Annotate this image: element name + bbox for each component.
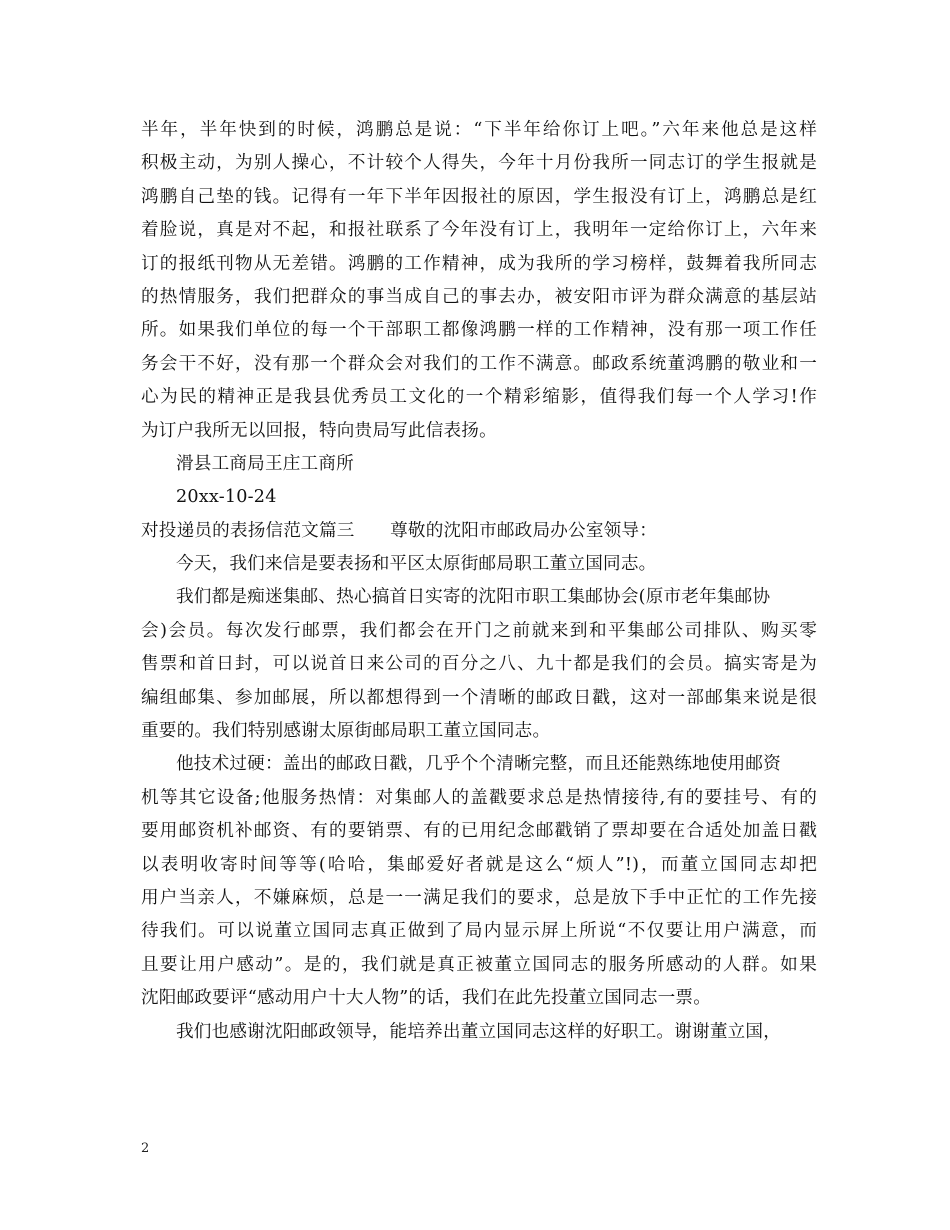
- text-line: 心为民的精神正是我县优秀员工文化的一个精彩缩影，值得我们每一个人学习!作: [141, 387, 817, 408]
- text-line: 编组邮集、参加邮展，所以都想得到一个清晰的邮政日戳，这对一部邮集来说是很: [141, 687, 817, 708]
- text-line: 的热情服务，我们把群众的事当成自己的事去办，被安阳市评为群众满意的基层站: [141, 286, 817, 307]
- text-line: 机等其它设备;他服务热情：对集邮人的盖戳要求总是热情接待,有的要挂号、有的: [141, 787, 817, 808]
- signature-date: 20xx-10-24: [176, 487, 277, 508]
- text-line: 所。如果我们单位的每一个干部职工都像鸿鹏一样的工作精神，没有那一项工作任: [141, 320, 817, 341]
- text-line: 重要的。我们特别感谢太原街邮局职工董立国同志。: [141, 721, 551, 742]
- text-line: 以表明收寄时间等等(哈哈，集邮爱好者就是这么“烦人”!)，而董立国同志却把: [141, 854, 817, 875]
- section-heading: 对投递员的表扬信范文篇三 尊敬的沈阳市邮政局办公室领导：: [141, 520, 658, 541]
- signature-organization: 滑县工商局王庄工商所: [176, 453, 354, 474]
- text-line: 订的报纸刊物从无差错。鸿鹏的工作精神，成为我所的学习榜样，鼓舞着我所同志: [141, 253, 817, 274]
- text-line: 会)会员。每次发行邮票，我们都会在开门之前就来到和平集邮公司排队、购买零: [141, 620, 817, 641]
- text-line: 积极主动，为别人操心，不计较个人得失，今年十月份我所一同志订的学生报就是: [141, 153, 817, 174]
- text-line: 用户当亲人，不嫌麻烦，总是一一满足我们的要求，总是放下手中正忙的工作先接: [141, 887, 817, 908]
- text-line: 着脸说，真是对不起，和报社联系了今年没有订上，我明年一定给你订上，六年来: [141, 220, 817, 241]
- text-line: 半年，半年快到的时候，鸿鹏总是说：“下半年给你订上吧。”六年来他总是这样: [141, 120, 817, 140]
- text-line: 我们都是痴迷集邮、热心搞首日实寄的沈阳市职工集邮协会(原市老年集邮协: [176, 587, 771, 608]
- body-text: [141, 114, 817, 1049]
- text-line: 鸿鹏自己垫的钱。记得有一年下半年因报社的原因，学生报没有订上，鸿鹏总是红: [141, 186, 817, 207]
- text-line: 待我们。可以说董立国同志真正做到了局内显示屏上所说“不仅要让用户满意，而: [141, 921, 817, 942]
- text-line: 为订户我所无以回报，特向贵局写此信表扬。: [141, 420, 497, 441]
- text-line: 我们也感谢沈阳邮政领导，能培养出董立国同志这样的好职工。谢谢董立国，: [176, 1021, 781, 1042]
- text-line: 务会干不好，没有那一个群众会对我们的工作不满意。邮政系统董鸿鹏的敬业和一: [141, 353, 817, 374]
- text-line: 售票和首日封，可以说首日来公司的百分之八、九十都是我们的会员。搞实寄是为: [141, 654, 817, 675]
- text-line: 且要让用户感动”。是的，我们就是真正被董立国同志的服务所感动的人群。如果: [141, 954, 817, 975]
- text-line: 沈阳邮政要评“感动用户十大人物”的话，我们在此先投董立国同志一票。: [141, 988, 711, 1009]
- page-number: 2: [141, 1141, 150, 1156]
- text-line: 今天，我们来信是要表扬和平区太原街邮局职工董立国同志。: [176, 554, 657, 575]
- text-line: 他技术过硬：盖出的邮政日戳，几乎个个清晰完整，而且还能熟练地使用邮资: [176, 754, 781, 775]
- text-line: 要用邮资机补邮资、有的要销票、有的已用纪念邮戳销了票却要在合适处加盖日戳: [141, 821, 817, 842]
